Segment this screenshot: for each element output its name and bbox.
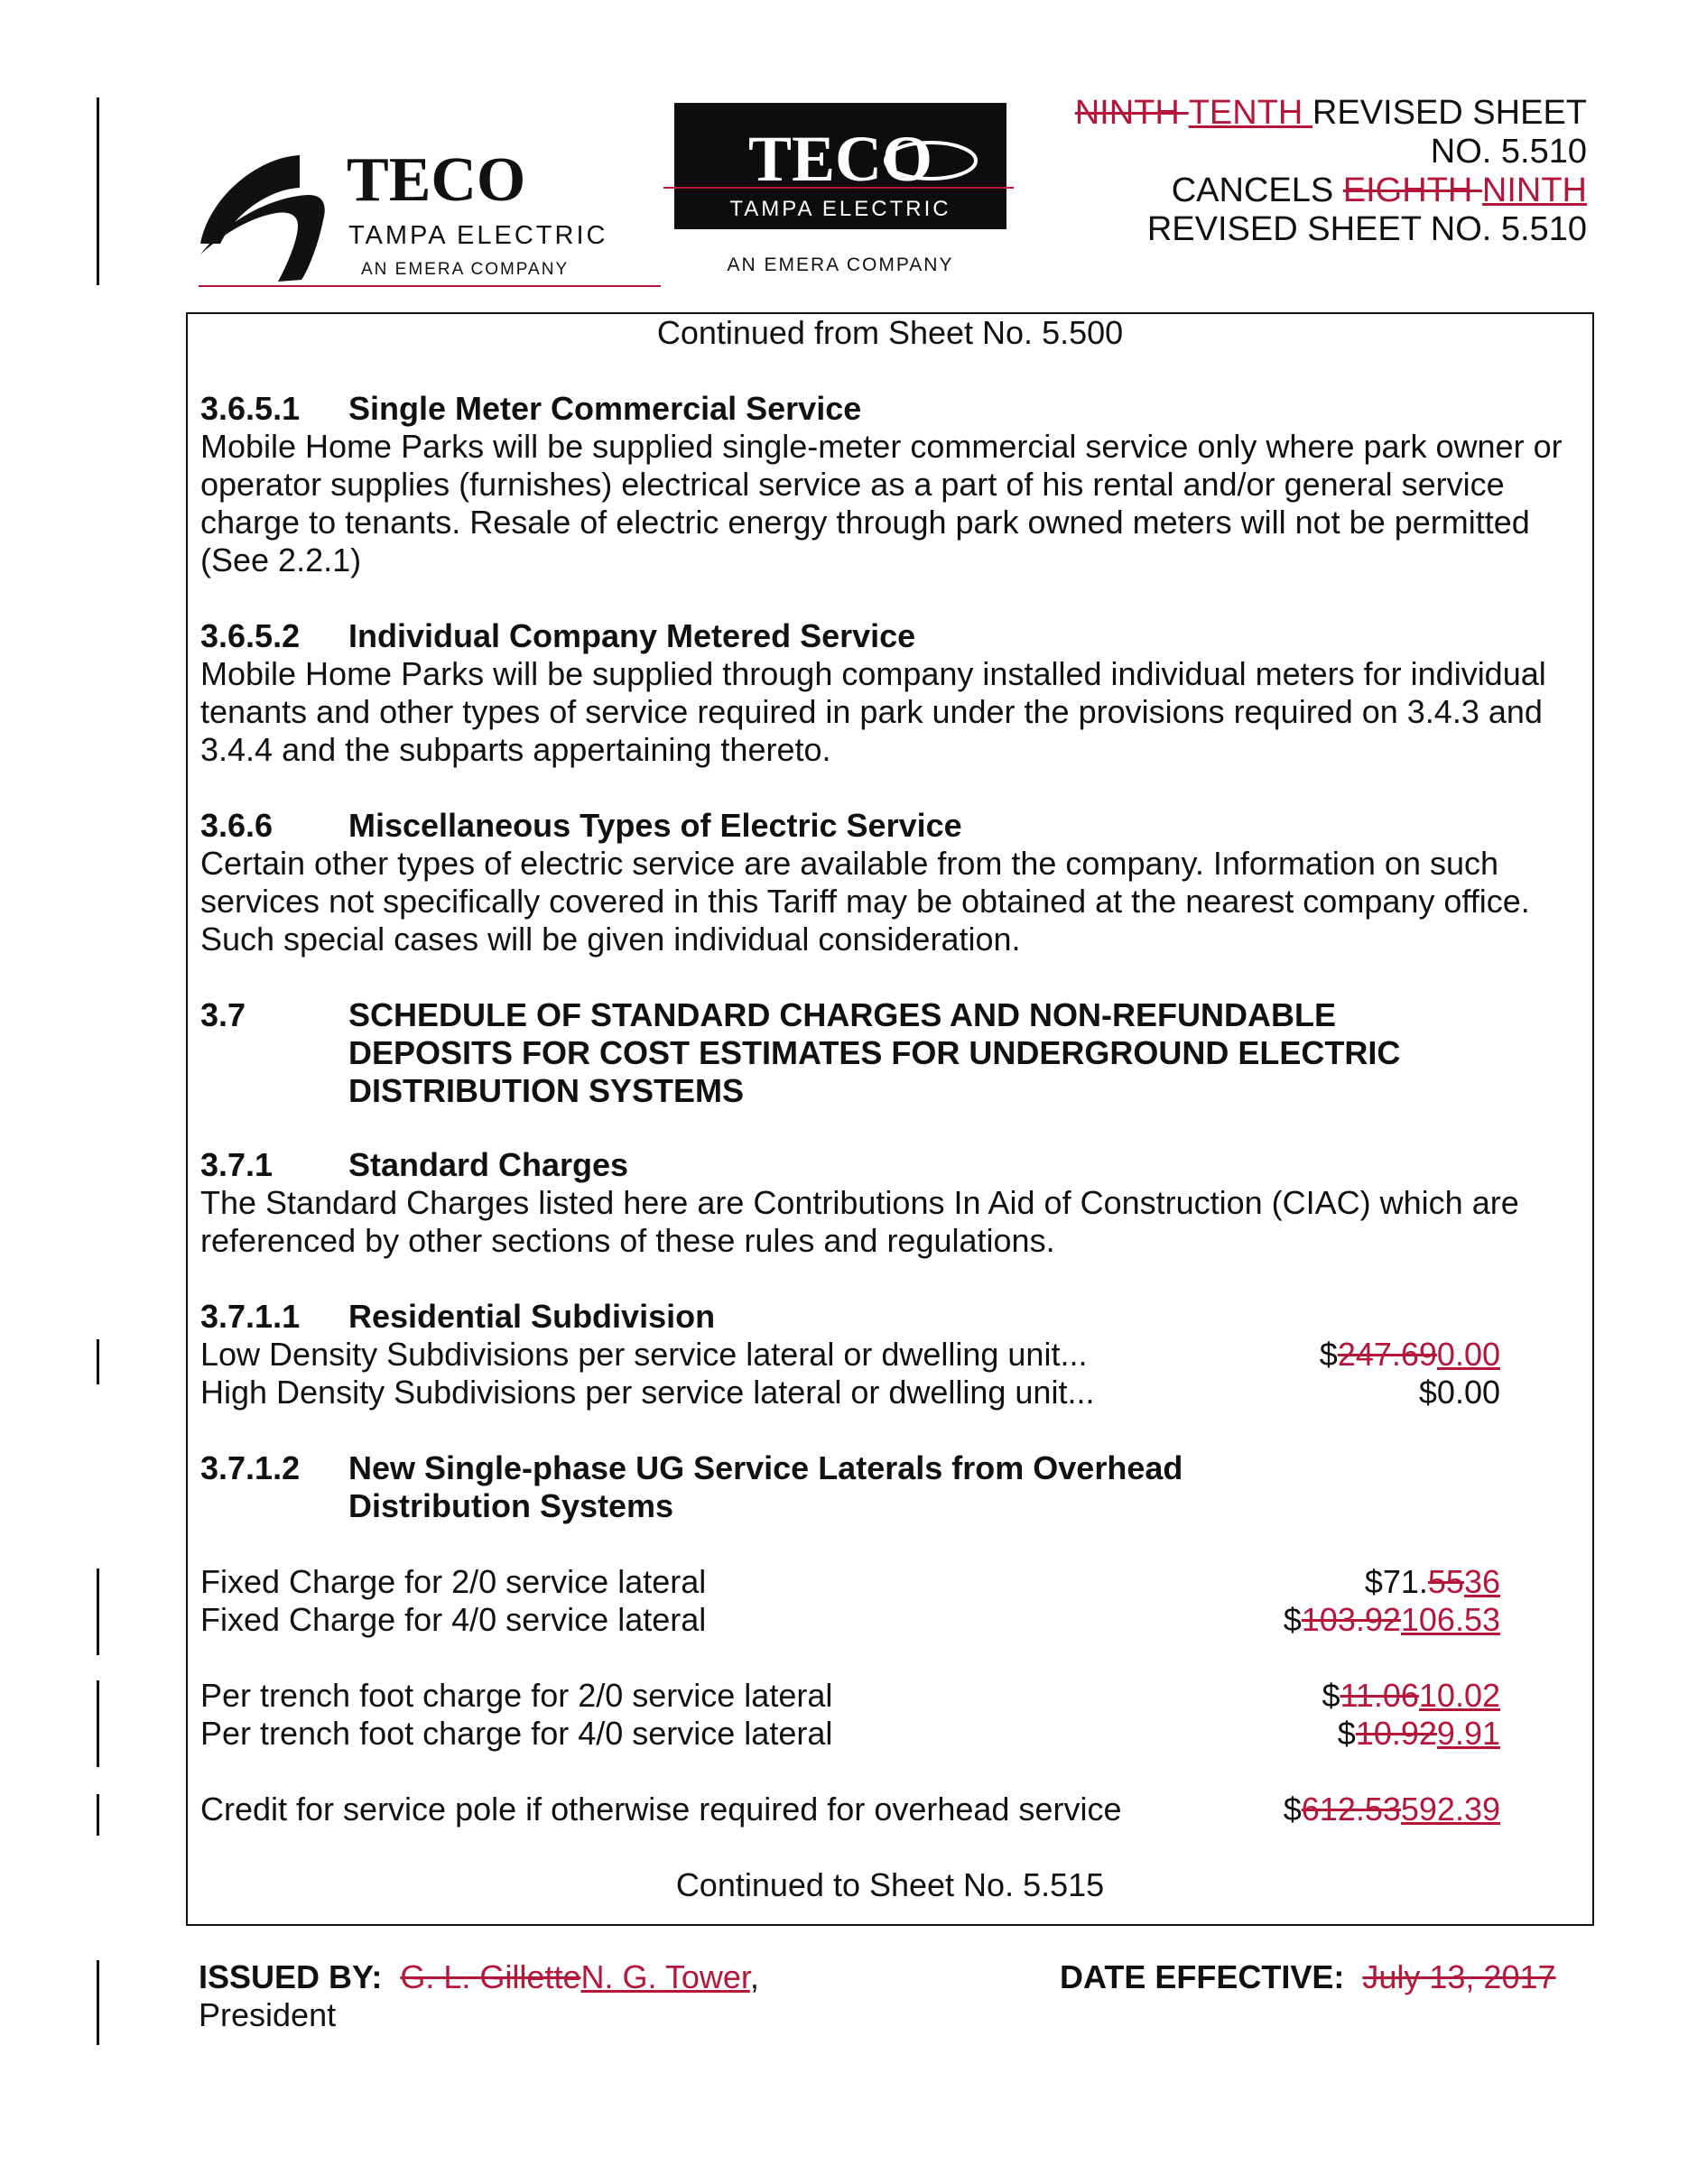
charge-value: $612.53592.39 (1283, 1791, 1500, 1828)
section-number: 3.7.1.2 (200, 1449, 301, 1486)
new-value: 592.39 (1400, 1791, 1500, 1828)
cancels-label: CANCELS (1171, 171, 1343, 209)
charge-label: Per trench foot charge for 2/0 service lateral (200, 1677, 833, 1714)
new-value: 9.91 (1436, 1715, 1500, 1752)
charge-row (200, 1336, 1500, 1374)
change-bar (97, 1569, 99, 1655)
charge-value: $71.5536 (1364, 1563, 1500, 1600)
date-old: July 13, 2017 (1362, 1958, 1556, 1995)
section-number: 3.7.1.1 (200, 1298, 301, 1335)
body-line: The Standard Charges listed here are Contributions In Aid of Construction (CIAC) which are (200, 1184, 1519, 1221)
new-value: 36 (1463, 1563, 1500, 1600)
logo-subtitle: TAMPA ELECTRIC (348, 221, 608, 250)
logo-subtitle: TAMPA ELECTRIC (729, 197, 951, 221)
charge-label: Low Density Subdivisions per service lateral or dwelling unit... (200, 1336, 1088, 1373)
section-number: 3.6.6 (200, 807, 274, 844)
change-bar (97, 1339, 99, 1384)
issued-by: ISSUED BY: G. L. GilletteN. G. Tower, President (199, 1958, 759, 2033)
issued-label: ISSUED BY: (199, 1958, 383, 1995)
body-line: referenced by other sections of these rules and regulations. (200, 1222, 1055, 1259)
logo-name: TECO (347, 146, 526, 215)
cancels-old: EIGHTH (1342, 171, 1482, 209)
charge-label: Fixed Charge for 4/0 service lateral (200, 1601, 707, 1638)
old-ordinal: NINTH (1074, 94, 1189, 132)
charge-row (200, 1374, 1500, 1411)
charge-row (200, 1563, 1500, 1601)
section-heading (200, 996, 1580, 1110)
section-title: Miscellaneous Types of Electric Service (348, 807, 962, 844)
section-heading (200, 1449, 1580, 1525)
section-title-line: DISTRIBUTION SYSTEMS (348, 1072, 745, 1109)
continued-from: Continued from Sheet No. 5.500 (656, 314, 1124, 351)
new-ordinal: TENTH (1188, 94, 1312, 132)
sheet-line2: NO. 5.510 (1430, 133, 1587, 171)
cancels-new: NINTH (1481, 171, 1587, 209)
body-line: Certain other types of electric service are available from the company. Information on such (200, 845, 1499, 882)
sheet-line4: REVISED SHEET NO. 5.510 (1146, 210, 1587, 248)
body-line: 3.4.4 and the subparts appertaining thereto. (200, 731, 831, 768)
section-body (200, 845, 1580, 958)
section-title-line: Distribution Systems (348, 1487, 674, 1524)
new-value: 10.02 (1418, 1677, 1500, 1714)
new-value: 106.53 (1400, 1601, 1500, 1638)
charge-value: $11.0610.02 (1322, 1677, 1500, 1714)
date-label: DATE EFFECTIVE: (1060, 1958, 1345, 1995)
old-value: 612.53 (1301, 1791, 1401, 1828)
section-number: 3.6.5.2 (200, 617, 301, 654)
date-effective (1060, 1958, 1556, 1996)
teco-logo-secondary (663, 101, 1025, 282)
new-value: 0.00 (1436, 1336, 1500, 1373)
section-title-line: New Single-phase UG Service Laterals from Overhead (348, 1449, 1183, 1486)
section-title: Standard Charges (348, 1146, 629, 1183)
sheet-number-block (1075, 94, 1587, 249)
charge-label: Credit for service pole if otherwise required for overhead service (200, 1791, 1122, 1828)
body-line: (See 2.2.1) (200, 541, 362, 578)
charge-row (200, 1601, 1500, 1639)
section-title-line: SCHEDULE OF STANDARD CHARGES AND NON-REFUNDABLE (348, 996, 1336, 1033)
body-line: Mobile Home Parks will be supplied single-meter commercial service only where park owner or (200, 428, 1563, 465)
body-line: charge to tenants. Resale of electric energy through park owned meters will not be permitted (200, 504, 1530, 541)
section-heading (200, 1298, 1580, 1336)
change-bar (97, 1794, 99, 1836)
charge-label: Per trench foot charge for 4/0 service lateral (200, 1715, 833, 1752)
tariff-content-box (186, 312, 1594, 1926)
charge-value: $0.00 (1418, 1374, 1500, 1411)
section-heading (200, 617, 1580, 655)
section-title: Individual Company Metered Service (348, 617, 916, 654)
charge-value: $103.92106.53 (1283, 1601, 1500, 1638)
charge-row (200, 1715, 1500, 1753)
continued-to: Continued to Sheet No. 5.515 (675, 1866, 1105, 1903)
section-body (200, 1184, 1580, 1260)
change-bar (97, 97, 99, 285)
charge-row (200, 1677, 1500, 1715)
logo-name: TECO (747, 123, 933, 195)
section-heading (200, 1146, 1580, 1184)
change-bar (97, 1960, 99, 2045)
old-value: 103.92 (1301, 1601, 1401, 1638)
section-title: Single Meter Commercial Service (348, 390, 862, 427)
section-heading (200, 807, 1580, 845)
body-line: tenants and other types of service required in park under the provisions required on 3.4.3 and (200, 693, 1543, 730)
section-number: 3.6.5.1 (200, 390, 301, 427)
old-value: 247.69 (1337, 1336, 1437, 1373)
section-title: Residential Subdivision (348, 1298, 716, 1335)
section-body (200, 655, 1580, 769)
issued-new: N. G. Tower (580, 1958, 750, 1995)
old-value: 10.92 (1355, 1715, 1437, 1752)
teco-logo-primary (191, 146, 661, 289)
charge-label: Fixed Charge for 2/0 service lateral (200, 1563, 707, 1600)
change-bar (97, 1680, 99, 1767)
section-number: 3.7 (200, 996, 246, 1033)
sheet-line1: REVISED SHEET (1312, 94, 1587, 132)
old-value: 11.06 (1340, 1677, 1419, 1714)
issued-title: President (199, 1996, 337, 2033)
charge-value: $247.690.00 (1319, 1336, 1500, 1373)
body-line: services not specifically covered in this Tariff may be obtained at the nearest company office. (200, 883, 1530, 920)
charge-value: $10.929.91 (1337, 1715, 1500, 1752)
charge-row (200, 1791, 1500, 1828)
body-line: Mobile Home Parks will be supplied through company installed individual meters for individual (200, 655, 1546, 692)
section-heading (200, 390, 1580, 428)
section-number: 3.7.1 (200, 1146, 274, 1183)
body-line: operator supplies (furnishes) electrical service as a part of his rental and/or general service (200, 466, 1505, 503)
section-body (200, 428, 1580, 579)
logo-tagline: AN EMERA COMPANY (727, 254, 954, 275)
section-title-line: DEPOSITS FOR COST ESTIMATES FOR UNDERGROUND ELECTRIC (348, 1034, 1401, 1071)
body-line: Such special cases will be given individual consideration. (200, 921, 1021, 958)
logo-tagline: AN EMERA COMPANY (361, 260, 570, 279)
charge-label: High Density Subdivisions per service lateral or dwelling unit... (200, 1374, 1095, 1411)
issued-old: G. L. Gillette (400, 1958, 581, 1995)
old-value: 55 (1427, 1563, 1464, 1600)
